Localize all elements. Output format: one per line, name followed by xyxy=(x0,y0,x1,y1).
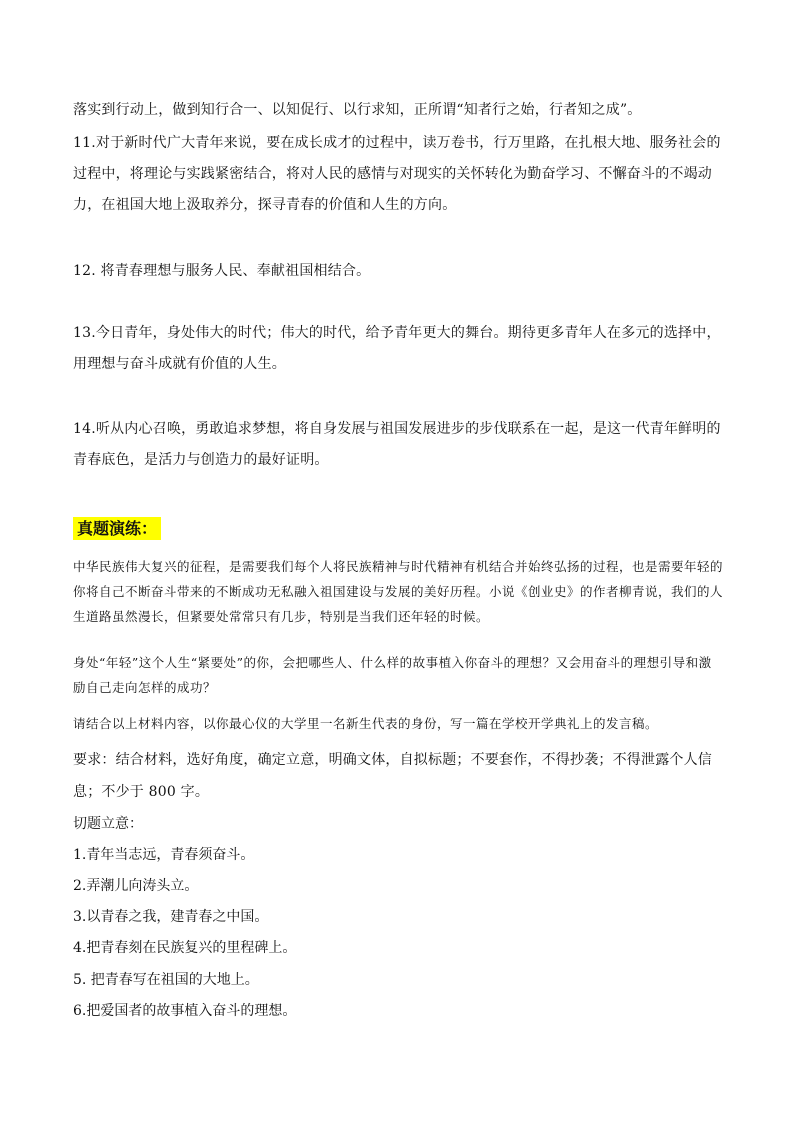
ideas-label: 切题立意： xyxy=(73,816,143,832)
material-paragraph-3: 请结合以上材料内容，以你最心仪的大学里一名新生代表的身份，写一篇在学校开学典礼上的发言稿。 xyxy=(73,716,659,731)
idea-item: 2.弄潮儿向涛头立。 xyxy=(73,878,199,894)
idea-item: 1.青年当志远，青春须奋斗。 xyxy=(73,847,255,863)
idea-item: 5. 把青春写在祖国的大地上。 xyxy=(73,972,259,988)
section-heading: 真题演练： xyxy=(73,517,161,540)
idea-item: 6.把爱国者的故事植入奋斗的理想。 xyxy=(73,1003,297,1019)
material-paragraph-1: 中华民族伟大复兴的征程，是需要我们每个人将民族精神与时代精神有机结合并始终弘扬的过程，也是需要年轻的你将自己不断奋斗带来的不断成功无私融入祖国建设与发展的美好历程。小说《创业史》的作者柳青说，我们的人生道路虽然漫长，但紧要处常常只有几步，特别是当我们还年轻的时候。 xyxy=(73,559,724,624)
material-paragraph-2: 身处“年轻”这个人生“紧要处”的你，会把哪些人、什么样的故事植入你奋斗的理想？又会用奋斗的理想引导和激励自己走向怎样的成功？ xyxy=(73,655,712,695)
continuation-paragraph: 落实到行动上，做到知行合一、以知促行、以行求知，正所谓“知者行之始，行者知之成”。 xyxy=(73,102,642,118)
idea-item: 4.把青春刻在民族复兴的里程碑上。 xyxy=(73,940,297,956)
point-11: 11.对于新时代广大青年来说，要在成长成才的过程中，读万卷书，行万里路，在扎根大地、服务社会的过程中，将理论与实践紧密结合，将对人民的感情与对现实的关怀转化为勤奋学习、不懈奋斗的不竭动力，在祖国大地上汲取养分，探寻青春的价值和人生的方向。 xyxy=(73,135,721,213)
point-12: 12. 将青春理想与服务人民、奉献祖国相结合。 xyxy=(73,263,371,279)
point-14: 14.听从内心召唤，勇敢追求梦想，将自身发展与祖国发展进步的步伐联系在一起，是这一代青年鲜明的青春底色，是活力与创造力的最好证明。 xyxy=(73,421,721,468)
point-13: 13.今日青年，身处伟大的时代；伟大的时代，给予青年更大的舞台。期待更多青年人在多元的选择中，用理想与奋斗成就有价值的人生。 xyxy=(73,325,721,372)
idea-item: 3.以青春之我，建青春之中国。 xyxy=(73,909,269,925)
requirement-paragraph: 要求：结合材料，选好角度，确定立意，明确文体，自拟标题；不要套作，不得抄袭；不得泄露个人信息；不少于 800 字。 xyxy=(73,752,712,800)
